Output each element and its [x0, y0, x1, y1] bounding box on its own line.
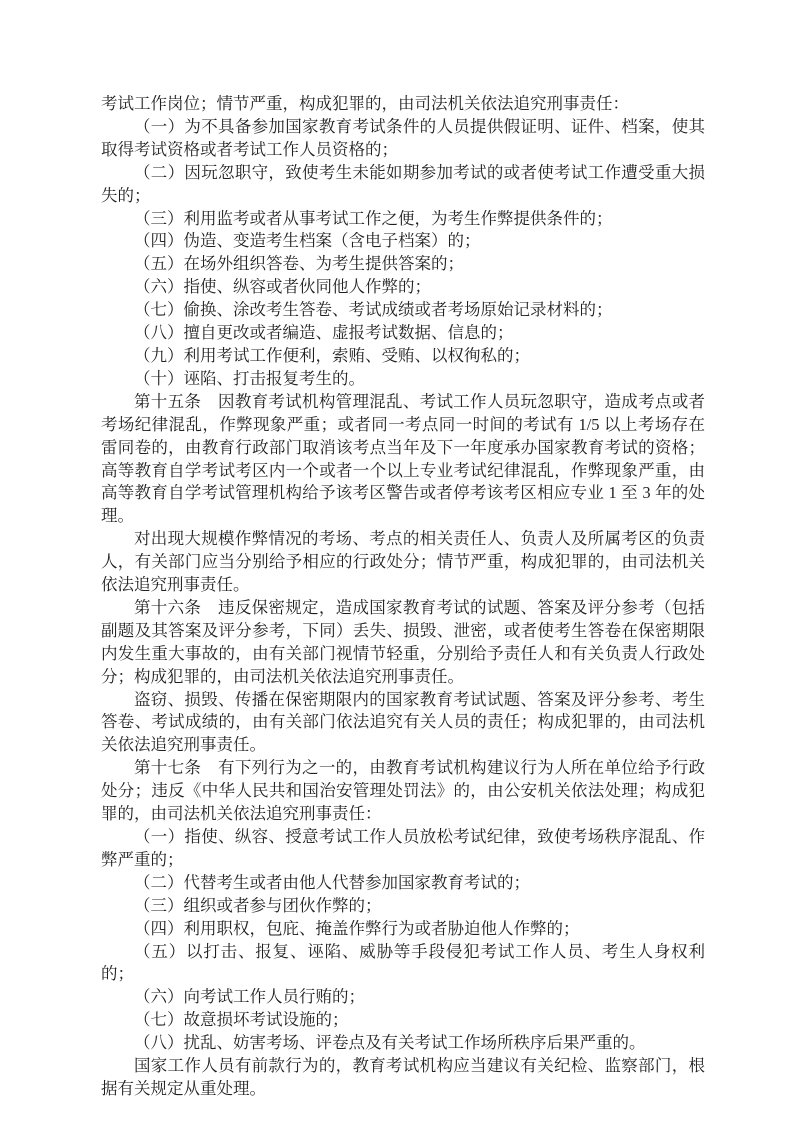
- paragraph: （二）因玩忽职守，致使考生未能如期参加考试的或者使考试工作遭受重大损失的；: [101, 162, 705, 205]
- paragraph: 第十七条 有下列行为之一的，由教育考试机构建议行为人所在单位给予行政处分；违反《中华人民共和国治安管理处罚法》的，由公安机关依法处理；构成犯罪的，由司法机关依法追究刑事责任：: [101, 758, 705, 824]
- paragraph: （六）向考试工作人员行贿的；: [134, 987, 365, 1007]
- paragraph: （八）扰乱、妨害考场、评卷点及有关考试工作场所秩序后果严重的。: [134, 1033, 646, 1053]
- paragraph: 对出现大规模作弊情况的考场、考点的相关责任人、负责人及所属考区的负责人，有关部门应当分别给予相应的行政处分；情节严重，构成犯罪的，由司法机关依法追究刑事责任。: [101, 529, 705, 595]
- document-body: [101, 93, 705, 1101]
- paragraph: 第十五条 因教育考试机构管理混乱、考试工作人员玩忽职守，造成考点或者考场纪律混乱，作弊现象严重；或者同一考点同一时间的考试有 1/5 以上考场存在雷同卷的，由教育行政部门取消该考点当年及下一年度承办国家教育考试的资格；高等教育自学考试考区内一个或者一个以上专业考试纪律混乱，作弊现象严重，由高等教育自学考试管理机构给予该考区警告或者停考该考区相应专业 1 至 3 年的处理。: [101, 391, 705, 526]
- paragraph: （八）擅自更改或者编造、虚报考试数据、信息的；: [134, 323, 514, 343]
- paragraph: （九）利用考试工作便利，索贿、受贿、以权徇私的；: [134, 345, 530, 365]
- paragraph: （一）为不具备参加国家教育考试条件的人员提供假证明、证件、档案，使其取得考试资格或者考试工作人员资格的；: [101, 116, 705, 159]
- paragraph: （六）指使、纵容或者伙同他人作弊的；: [134, 277, 431, 297]
- paragraph: （五）在场外组织答卷、为考生提供答案的；: [134, 254, 464, 274]
- paragraph: （七）故意损坏考试设施的；: [134, 1010, 349, 1030]
- paragraph: 国家工作人员有前款行为的，教育考试机构应当建议有关纪检、监察部门，根据有关规定从重处理。: [101, 1056, 705, 1098]
- paragraph: （五）以打击、报复、诬陷、威胁等手段侵犯考试工作人员、考生人身权利的；: [101, 941, 705, 984]
- paragraph: 盗窃、损毁、传播在保密期限内的国家教育考试试题、答案及评分参考、考生答卷、考试成绩的，由有关部门依法追究有关人员的责任；构成犯罪的，由司法机关依法追究刑事责任。: [101, 689, 705, 755]
- paragraph: （一）指使、纵容、授意考试工作人员放松考试纪律，致使考场秩序混乱、作弊严重的；: [101, 827, 705, 869]
- paragraph: （三）组织或者参与团伙作弊的；: [134, 895, 382, 915]
- paragraph: （二）代替考生或者由他人代替参加国家教育考试的；: [134, 872, 530, 892]
- paragraph: 第十六条 违反保密规定，造成国家教育考试的试题、答案及评分参考（包括副题及其答案及评分参考，下同）丢失、损毁、泄密，或者使考生答卷在保密期限内发生重大事故的，由有关部门视情节轻重，分别给予责任人和有关负责人行政处分；构成犯罪的，由司法机关依法追究刑事责任。: [101, 597, 705, 686]
- paragraph: （七）偷换、涂改考生答卷、考试成绩或者考场原始记录材料的；: [134, 300, 613, 320]
- paragraph: （十）诬陷、打击报复考生的。: [134, 368, 365, 388]
- paragraph: （四）利用职权，包庇、掩盖作弊行为或者胁迫他人作弊的；: [134, 918, 580, 938]
- paragraph: （三）利用监考或者从事考试工作之便，为考生作弊提供条件的；: [134, 208, 613, 228]
- paragraph: （四）伪造、变造考生档案（含电子档案）的；: [134, 231, 481, 251]
- paragraph: 考试工作岗位；情节严重，构成犯罪的，由司法机关依法追究刑事责任：: [101, 94, 629, 113]
